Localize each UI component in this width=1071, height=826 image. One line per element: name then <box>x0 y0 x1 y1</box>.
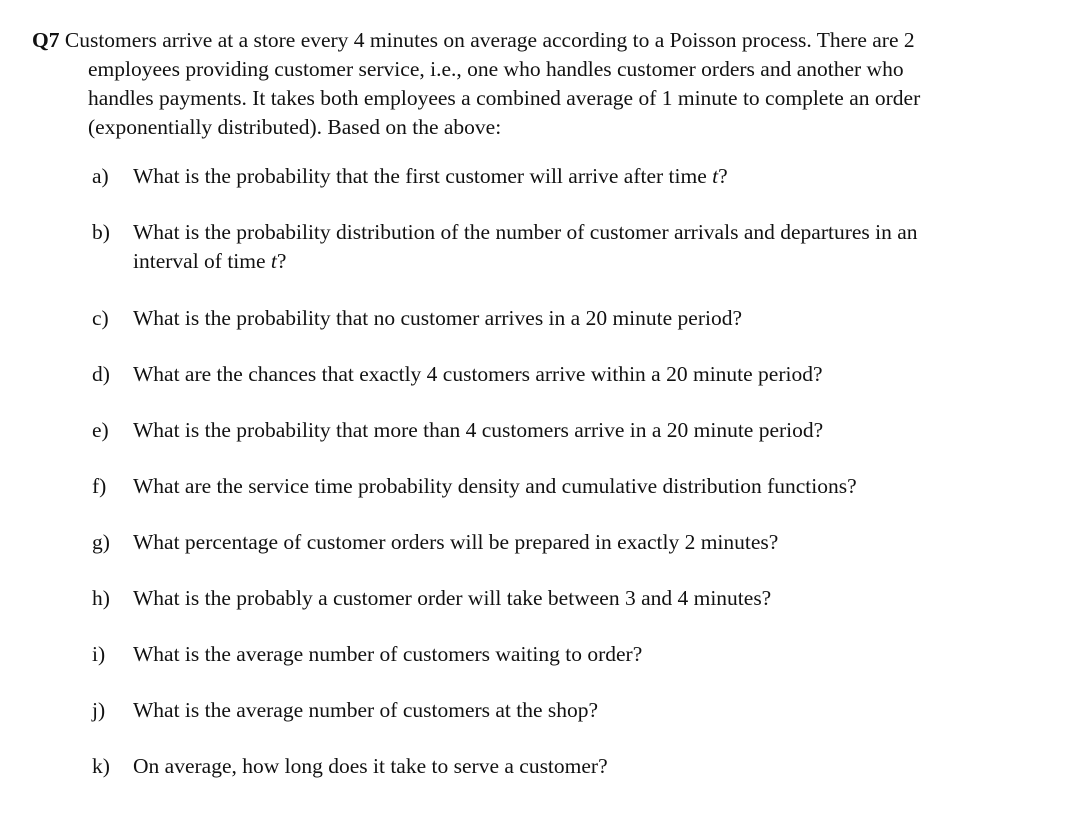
part-letter: b) <box>92 220 110 244</box>
part-line: What is the probability that the first customer will arrive after time t? <box>133 164 728 188</box>
part-letter: e) <box>92 418 109 442</box>
part-text <box>133 584 1043 613</box>
part-letter: f) <box>92 474 107 498</box>
part-line: On average, how long does it take to serve a customer? <box>133 754 608 778</box>
part-letter: h) <box>92 586 110 610</box>
part-text <box>133 218 1043 276</box>
part-letter: g) <box>92 530 110 554</box>
part-line: interval of time t? <box>133 249 287 273</box>
intro-line: handles payments. It takes both employees a combined average of 1 minute to complete an order <box>88 86 921 110</box>
part-line: What is the average number of customers waiting to order? <box>133 642 643 666</box>
intro-line <box>32 26 1047 55</box>
question-intro <box>32 26 1047 142</box>
part-text <box>133 472 1043 501</box>
part-line: What is the average number of customers at the shop? <box>133 698 599 722</box>
part-line: What is the probability that more than 4 customers arrive in a 20 minute period? <box>133 418 824 442</box>
part-line: What is the probability that no customer arrives in a 20 minute period? <box>133 306 743 330</box>
part-text <box>133 360 1043 389</box>
part-text <box>133 162 1043 191</box>
part-line: What percentage of customer orders will be prepared in exactly 2 minutes? <box>133 530 779 554</box>
part-letter: k) <box>92 754 110 778</box>
part-text <box>133 304 1043 333</box>
intro-line: (exponentially distributed). Based on the above: <box>88 115 502 139</box>
intro-line: employees providing customer service, i.e., one who handles customer orders and another who <box>88 57 904 81</box>
part-letter: c) <box>92 306 109 330</box>
part-text <box>133 528 1043 557</box>
part-text <box>133 416 1043 445</box>
part-letter: j) <box>92 698 106 722</box>
part-line: What is the probably a customer order will take between 3 and 4 minutes? <box>133 586 772 610</box>
part-text <box>133 640 1043 669</box>
part-letter: d) <box>92 362 110 386</box>
question-label: Q7 <box>32 28 60 52</box>
part-letter: i) <box>92 642 106 666</box>
part-text <box>133 752 1043 781</box>
part-line: What is the probability distribution of the number of customer arrivals and departures in an <box>133 220 918 244</box>
part-letter: a) <box>92 164 109 188</box>
part-line: What are the chances that exactly 4 customers arrive within a 20 minute period? <box>133 362 823 386</box>
part-text <box>133 696 1043 725</box>
intro-text: Customers arrive at a store every 4 minutes on average according to a Poisson process. There are 2 <box>64 28 915 52</box>
part-line: What are the service time probability density and cumulative distribution functions? <box>133 474 857 498</box>
